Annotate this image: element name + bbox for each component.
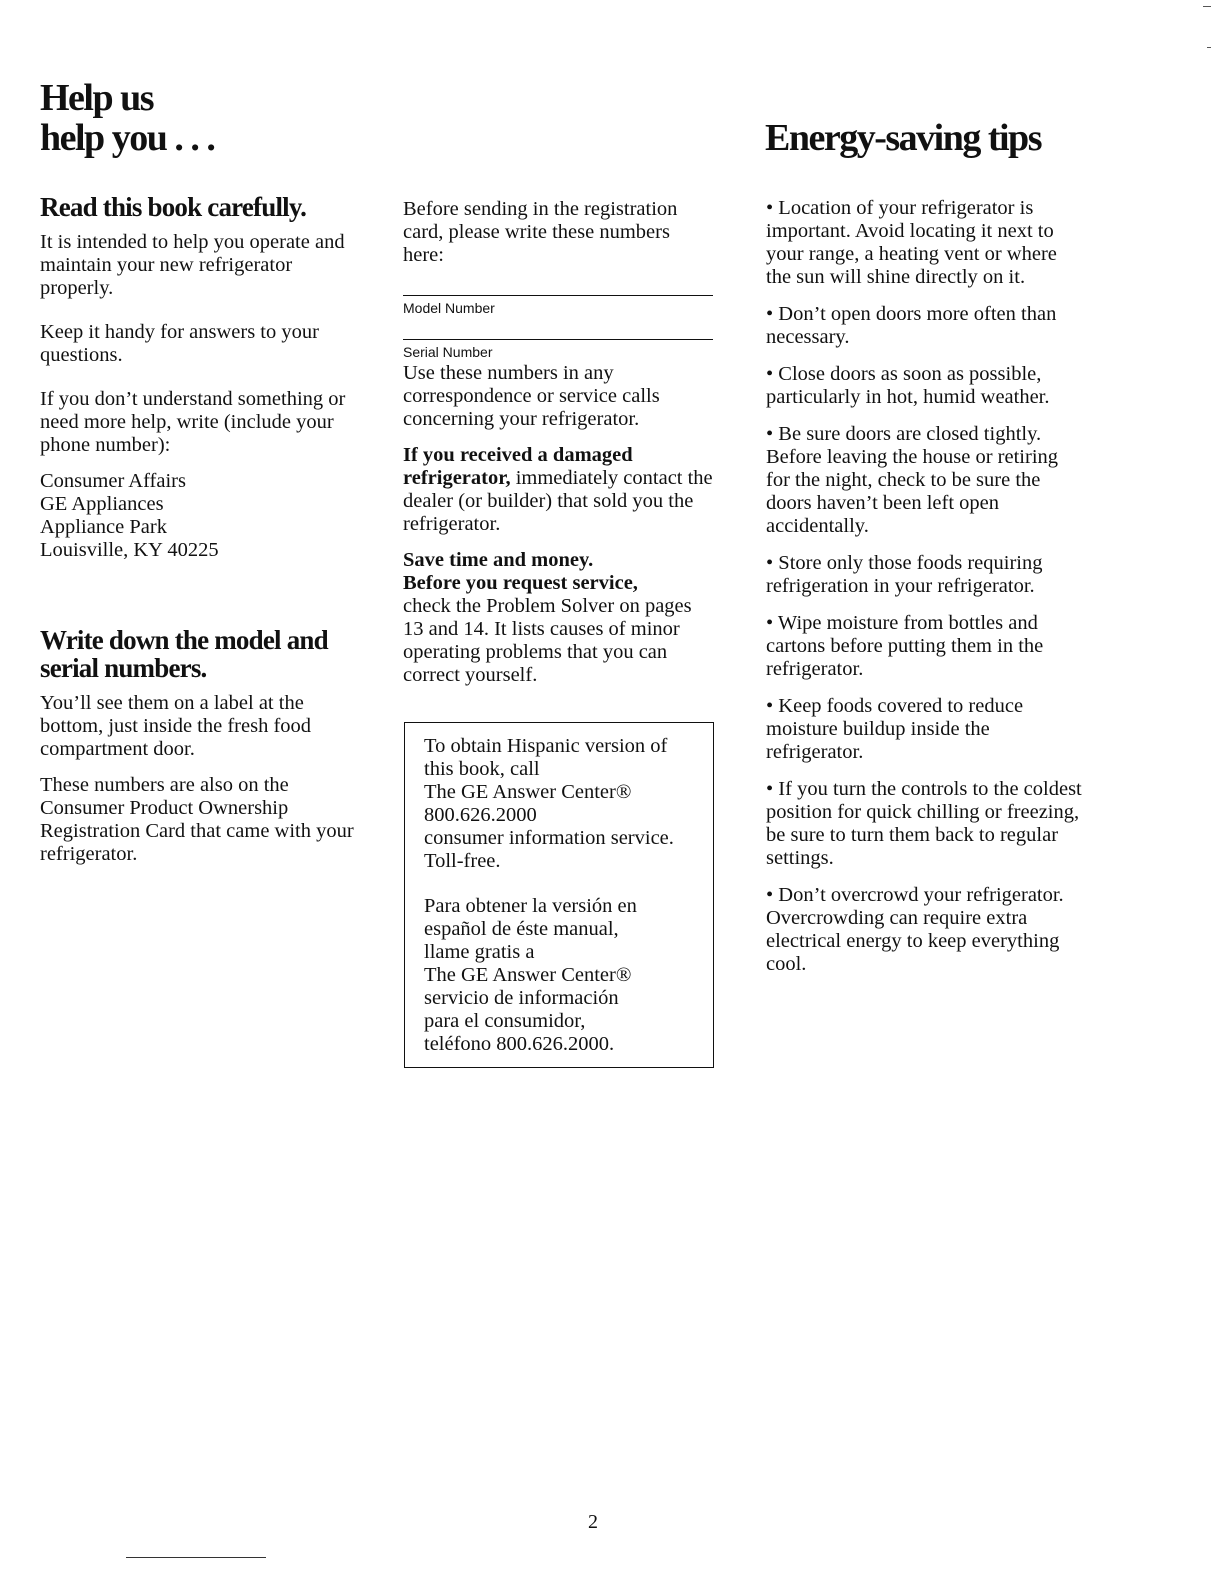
info-line: Para obtener la versión en bbox=[424, 895, 637, 917]
title-line-2: help you . . . bbox=[40, 117, 215, 159]
tip-item: • If you turn the controls to the coldest position for quick chilling or freezing, be sure to turn them back to regular settings. bbox=[766, 778, 1082, 869]
read-paragraph-2: Keep it handy for answers to your questions. bbox=[40, 321, 319, 366]
mailing-address bbox=[40, 470, 360, 562]
registration-intro: Before sending in the registration card, please write these numbers here: bbox=[403, 198, 678, 266]
page-number: 2 bbox=[588, 1511, 598, 1533]
write-down-section bbox=[40, 626, 360, 866]
title-line-1: Help us bbox=[40, 77, 154, 119]
hispanic-info-box bbox=[404, 722, 714, 1068]
tip-item: • Don’t overcrowd your refrigerator. Overcrowding can require extra electrical energy to keep everything cool. bbox=[766, 884, 1064, 975]
save-heading-1: Save time and money. bbox=[403, 549, 594, 571]
info-line: para el consumidor, bbox=[424, 1010, 586, 1032]
tip-item: • Don’t open doors more often than necessary. bbox=[766, 303, 1057, 348]
tip-item: • Close doors as soon as possible, particularly in hot, humid weather. bbox=[766, 363, 1050, 408]
use-numbers-text: Use these numbers in any correspondence or service calls concerning your refrigerator. bbox=[403, 362, 660, 430]
damaged-bold: If you received a damaged refrigerator, bbox=[403, 444, 633, 489]
read-paragraph-3: If you don’t understand something or need more help, write (include your phone number): bbox=[40, 388, 346, 456]
column-left bbox=[40, 193, 360, 562]
save-heading-2: Before you request service, bbox=[403, 572, 638, 594]
tip-item: • Wipe moisture from bottles and cartons before putting them in the refrigerator. bbox=[766, 612, 1044, 680]
corner-mark bbox=[1207, 47, 1211, 48]
energy-tips-title: Energy-saving tips bbox=[765, 117, 1041, 159]
write-heading: Write down the model and serial numbers. bbox=[40, 625, 328, 683]
info-line: teléfono 800.626.2000. bbox=[424, 1033, 615, 1055]
info-line: The GE Answer Center® bbox=[424, 781, 632, 803]
info-line: The GE Answer Center® bbox=[424, 964, 632, 986]
info-line: 800.626.2000 bbox=[424, 804, 537, 826]
corner-mark bbox=[1203, 6, 1211, 7]
info-spanish bbox=[424, 895, 713, 1056]
info-line: consumer information service. bbox=[424, 827, 674, 849]
info-line: español de éste manual, bbox=[424, 918, 619, 940]
info-english bbox=[424, 735, 713, 873]
write-paragraph-1: You’ll see them on a label at the bottom, just inside the fresh food compartment door. bbox=[40, 692, 312, 760]
model-number-line bbox=[403, 295, 713, 296]
footer-rule bbox=[126, 1557, 266, 1558]
read-heading: Read this book carefully. bbox=[40, 192, 307, 222]
tip-item: • Store only those foods requiring refrigeration in your refrigerator. bbox=[766, 552, 1043, 597]
tip-item: • Location of your refrigerator is important. Avoid locating it next to your range, a heating vent or where the sun will shine directly on it. bbox=[766, 197, 1057, 288]
address-line: Consumer Affairs bbox=[40, 470, 186, 492]
info-line: this book, call bbox=[424, 758, 540, 780]
tip-item: • Be sure doors are closed tightly. Before leaving the house or retiring for the night, check to be sure the doors haven’t been left open accidentally. bbox=[766, 423, 1059, 537]
info-line: Toll-free. bbox=[424, 850, 501, 872]
damaged-paragraph bbox=[403, 444, 715, 536]
energy-tips-list bbox=[766, 197, 1082, 990]
info-line: servicio de información bbox=[424, 987, 619, 1009]
page-title bbox=[40, 78, 214, 158]
serial-number-label: Serial Number bbox=[403, 344, 493, 360]
info-line: To obtain Hispanic version of bbox=[424, 735, 668, 757]
column-middle bbox=[403, 198, 715, 687]
write-paragraph-2: These numbers are also on the Consumer Product Ownership Registration Card that came with your refrigerator. bbox=[40, 774, 354, 865]
damaged-rest: immediately contact the dealer (or builder) that sold you the refrigerator. bbox=[403, 467, 713, 535]
serial-number-line bbox=[403, 339, 713, 340]
address-line: Appliance Park bbox=[40, 516, 167, 538]
info-line: llame gratis a bbox=[424, 941, 535, 963]
tip-item: • Keep foods covered to reduce moisture buildup inside the refrigerator. bbox=[766, 695, 1024, 763]
save-paragraph: check the Problem Solver on pages 13 and 14. It lists causes of minor operating problems that you can correct yourself. bbox=[403, 595, 692, 686]
model-number-label: Model Number bbox=[403, 300, 495, 316]
address-line: GE Appliances bbox=[40, 493, 164, 515]
address-line: Louisville, KY 40225 bbox=[40, 539, 219, 561]
read-paragraph-1: It is intended to help you operate and maintain your new refrigerator properly. bbox=[40, 231, 345, 299]
